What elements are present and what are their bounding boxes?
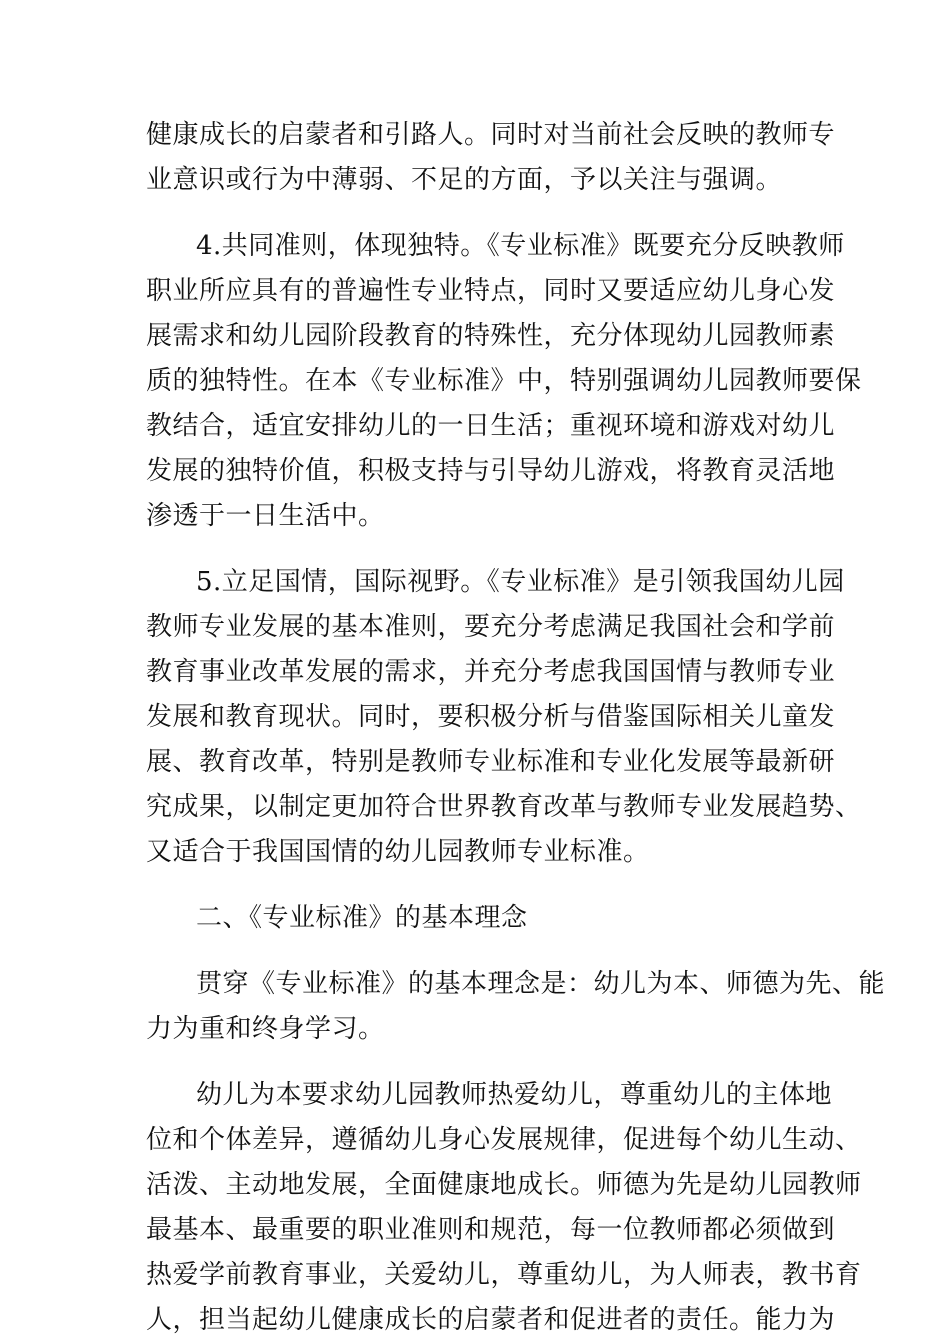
paragraph-line: 职业所应具有的普遍性专业特点，同时又要适应幼儿身心发 xyxy=(146,276,836,306)
paragraph-line: 展需求和幼儿园阶段教育的特殊性，充分体现幼儿园教师素 xyxy=(146,321,836,351)
paragraph-line: 5.立足国情，国际视野。《专业标准》是引领我国幼儿园 xyxy=(196,567,845,597)
paragraph-line: 最基本、最重要的职业准则和规范，每一位教师都必须做到 xyxy=(146,1215,836,1245)
paragraph-line: 位和个体差异，遵循幼儿身心发展规律，促进每个幼儿生动、 xyxy=(146,1125,862,1155)
paragraph-line: 展、教育改革，特别是教师专业标准和专业化发展等最新研 xyxy=(146,747,836,777)
paragraph-line: 活泼、主动地发展，全面健康地成长。师德为先是幼儿园教师 xyxy=(146,1170,862,1200)
paragraph-line: 教育事业改革发展的需求，并充分考虑我国国情与教师专业 xyxy=(146,657,836,687)
paragraph-line: 又适合于我国国情的幼儿园教师专业标准。 xyxy=(146,837,650,867)
paragraph-line: 发展的独特价值，积极支持与引导幼儿游戏，将教育灵活地 xyxy=(146,456,836,486)
paragraph-line: 业意识或行为中薄弱、不足的方面，予以关注与强调。 xyxy=(146,165,783,195)
paragraph-line: 教师专业发展的基本准则，要充分考虑满足我国社会和学前 xyxy=(146,612,836,642)
paragraph-line: 渗透于一日生活中。 xyxy=(146,501,385,531)
paragraph-line: 发展和教育现状。同时，要积极分析与借鉴国际相关儿童发 xyxy=(146,702,836,732)
paragraph-line: 幼儿为本要求幼儿园教师热爱幼儿，尊重幼儿的主体地 xyxy=(196,1080,833,1110)
paragraph-line: 教结合，适宜安排幼儿的一日生活；重视环境和游戏对幼儿 xyxy=(146,411,836,441)
paragraph-line: 人，担当起幼儿健康成长的启蒙者和促进者的责任。能力为 xyxy=(146,1305,836,1335)
paragraph-line: 贯穿《专业标准》的基本理念是：幼儿为本、师德为先、能 xyxy=(196,969,886,999)
section-heading: 二、《专业标准》的基本理念 xyxy=(196,903,528,933)
paragraph-line: 热爱学前教育事业，关爱幼儿，尊重幼儿，为人师表，教书育 xyxy=(146,1260,862,1290)
paragraph-line: 力为重和终身学习。 xyxy=(146,1014,385,1044)
paragraph-line: 究成果，以制定更加符合世界教育改革与教师专业发展趋势、 xyxy=(146,792,862,822)
paragraph-line: 健康成长的启蒙者和引路人。同时对当前社会反映的教师专 xyxy=(146,120,836,150)
paragraph-line: 质的独特性。在本《专业标准》中，特别强调幼儿园教师要保 xyxy=(146,366,862,396)
paragraph-line: 4.共同准则，体现独特。《专业标准》既要充分反映教师 xyxy=(196,231,845,261)
